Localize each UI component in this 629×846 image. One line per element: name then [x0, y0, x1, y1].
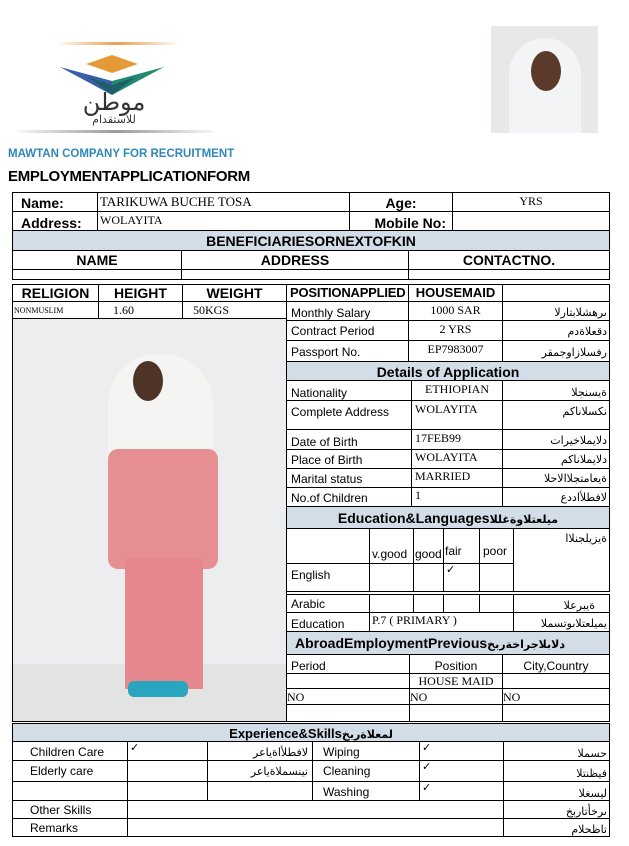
children-care-arabic: لافطلأاةياعر: [207, 741, 313, 761]
contract-period-label: Contract Period: [286, 320, 409, 341]
cleaning-check[interactable]: ✓: [419, 760, 504, 782]
beneficiary-contact-header: CONTACTNO.: [408, 250, 610, 270]
company-name: MAWTAN COMPANY FOR RECRUITMENT: [8, 148, 235, 160]
weight-field[interactable]: 50KGS: [182, 301, 287, 319]
arabic-vgood-check[interactable]: [369, 594, 414, 613]
elderly-care-label: Elderly care: [12, 760, 128, 782]
complete-address-arabic: نكسلاناكم: [502, 400, 610, 430]
beneficiary-contact-field[interactable]: [408, 269, 610, 280]
wiping-label: Wiping: [312, 741, 420, 761]
blank-skill-arabic: [207, 781, 313, 801]
remarks-arabic: تاظحلام: [503, 818, 610, 837]
blank-skill-label: [12, 781, 128, 801]
contract-period-field[interactable]: 2 YRS: [408, 320, 503, 341]
children-care-check[interactable]: ✓: [127, 741, 208, 761]
name-field[interactable]: TARIKUWA BUCHE TOSA: [97, 192, 350, 212]
position-applied-label: POSITIONAPPLIED: [286, 284, 409, 302]
remarks-label: Remarks: [12, 818, 128, 837]
abroad-header-ar: دلابلاجراخةربخ: [487, 638, 566, 651]
position-applied-value: HOUSEMAID: [408, 284, 503, 302]
complete-address-label: Complete Address: [286, 400, 412, 430]
mobile-field[interactable]: [452, 211, 610, 231]
logo-decor-top: [60, 42, 175, 45]
arabic-good-check[interactable]: [413, 594, 444, 613]
beneficiaries-header: BENEFICIARIESORNEXTOFKIN: [12, 230, 610, 251]
monthly-salary-label: Monthly Salary: [286, 301, 409, 321]
address-field[interactable]: WOLAYITA: [97, 211, 350, 231]
level-good-header: good: [413, 528, 444, 564]
address-label: Address:: [12, 211, 98, 231]
children-care-label: Children Care: [12, 741, 128, 761]
abroad-row3-city[interactable]: [502, 704, 610, 722]
abroad-city-header: City,Country: [502, 654, 610, 674]
education-languages-header: [286, 506, 610, 529]
nationality-arabic: ةيسنجلا: [502, 380, 610, 401]
place-of-birth-label: Place of Birth: [286, 449, 412, 469]
passport-no-arabic: رفسلازاوجمقر: [502, 340, 610, 362]
washing-check[interactable]: ✓: [419, 781, 504, 801]
abroad-row2-period[interactable]: NO: [286, 688, 410, 705]
abroad-position-header: Position: [409, 654, 503, 674]
age-field[interactable]: YRS: [452, 192, 610, 212]
name-label: Name:: [12, 192, 98, 212]
height-field[interactable]: 1.60: [98, 301, 183, 319]
abroad-row3-period[interactable]: [286, 704, 410, 722]
experience-header-ar: لمعلاةربخ: [341, 728, 393, 741]
applicant-headshot-photo: [491, 26, 598, 133]
beneficiary-name-header: NAME: [12, 250, 182, 270]
arabic-poor-check[interactable]: [479, 594, 514, 613]
english-arabic: ةيزيلجنلاا: [513, 528, 610, 592]
abroad-row3-position[interactable]: [409, 704, 503, 722]
arabic-label: Arabic: [286, 594, 370, 613]
english-label: English: [286, 563, 370, 592]
passport-no-field[interactable]: EP7983007: [408, 340, 503, 362]
elderly-care-arabic: نينسملاةياعر: [207, 760, 313, 782]
mobile-label: Mobile No:: [349, 211, 453, 231]
contract-period-arabic: دقعلاةدم: [502, 320, 610, 341]
arabic-arabic: ةيبرعلا: [513, 594, 610, 613]
washing-arabic: ليسغلا: [503, 781, 610, 801]
abroad-row1-period[interactable]: [286, 673, 410, 689]
nationality-label: Nationality: [286, 380, 412, 401]
marital-status-arabic: ةيعامتجلاالاحلا: [502, 468, 610, 488]
abroad-period-header: Period: [286, 654, 410, 674]
level-poor-header: poor: [479, 528, 514, 564]
english-poor-check[interactable]: [479, 563, 514, 592]
abroad-row2-position[interactable]: NO: [409, 688, 503, 705]
cleaning-label: Cleaning: [312, 760, 420, 782]
marital-status-label: Marital status: [286, 468, 412, 488]
position-arabic-cell: [502, 284, 610, 302]
abroad-row1-city[interactable]: [502, 673, 610, 689]
place-of-birth-arabic: دلايملاناكم: [502, 449, 610, 469]
height-label: HEIGHT: [98, 284, 183, 302]
no-of-children-field[interactable]: 1: [411, 487, 503, 507]
elderly-care-check[interactable]: [127, 760, 208, 782]
marital-status-field[interactable]: MARRIED: [411, 468, 503, 488]
abroad-row2-city[interactable]: NO: [502, 688, 610, 705]
place-of-birth-field[interactable]: WOLAYITA: [411, 449, 503, 469]
experience-skills-header: [12, 723, 610, 742]
beneficiary-address-header: ADDRESS: [181, 250, 409, 270]
english-good-check[interactable]: [413, 563, 444, 592]
blank-skill-check[interactable]: [127, 781, 208, 801]
education-field[interactable]: P.7 ( PRIMARY ): [369, 612, 514, 632]
logo-arabic-subtitle: للاستقدام: [92, 113, 136, 126]
logo-arabic-name: موطن: [82, 88, 146, 116]
nationality-field[interactable]: ETHIOPIAN: [411, 380, 503, 401]
age-label: Age:: [349, 192, 453, 212]
no-of-children-arabic: لافطلأاددع: [502, 487, 610, 507]
remarks-field[interactable]: [127, 818, 504, 837]
beneficiary-name-field[interactable]: [12, 269, 182, 280]
other-skills-label: Other Skills: [12, 800, 128, 819]
no-of-children-label: No.of Children: [286, 487, 412, 507]
education-arabic: يميلعتلاىوتسملا: [513, 612, 610, 632]
abroad-header-en: AbroadEmploymentPrevious: [295, 635, 488, 651]
complete-address-field[interactable]: WOLAYITA: [411, 400, 503, 430]
education-blank-cell: [286, 528, 370, 564]
wiping-arabic: حسملا: [503, 741, 610, 761]
other-skills-field[interactable]: [127, 800, 504, 819]
education-header-ar: ميلعتلاوةغللا: [489, 513, 559, 526]
washing-label: Washing: [312, 781, 420, 801]
english-vgood-check[interactable]: [369, 563, 414, 592]
details-header: Details of Application: [286, 361, 610, 381]
monthly-salary-arabic: ىرهشلابتارلا: [502, 301, 610, 321]
level-fair-header: fair: [443, 528, 480, 564]
weight-label: WEIGHT: [182, 284, 287, 302]
other-skills-arabic: ىرخأتاربخ: [503, 800, 610, 819]
education-header-en: Education&Languages: [337, 510, 490, 526]
date-of-birth-field[interactable]: 17FEB99: [411, 429, 503, 450]
english-fair-check[interactable]: ✓: [443, 563, 480, 592]
date-of-birth-arabic: دلايملاخيرات: [502, 429, 610, 450]
beneficiary-address-field[interactable]: [181, 269, 409, 280]
abroad-row1-position[interactable]: HOUSE MAID: [409, 673, 503, 689]
level-vgood-header: v.good: [369, 528, 414, 564]
arabic-fair-check[interactable]: [443, 594, 480, 613]
date-of-birth-label: Date of Birth: [286, 429, 412, 450]
logo-decor-bottom: [18, 130, 213, 133]
experience-header-en: Experience&Skills: [229, 726, 342, 741]
religion-field[interactable]: NONMUSLIM: [12, 301, 99, 319]
passport-no-label: Passport No.: [286, 340, 409, 362]
cleaning-arabic: فيظنتلا: [503, 760, 610, 782]
monthly-salary-field[interactable]: 1000 SAR: [408, 301, 503, 321]
religion-label: RELIGION: [12, 284, 99, 302]
abroad-employment-header: [286, 631, 610, 655]
applicant-full-body-photo: [12, 318, 287, 722]
education-label: Education: [286, 612, 370, 632]
form-title: EMPLOYMENTAPPLICATIONFORM: [8, 168, 250, 185]
wiping-check[interactable]: ✓: [419, 741, 504, 761]
